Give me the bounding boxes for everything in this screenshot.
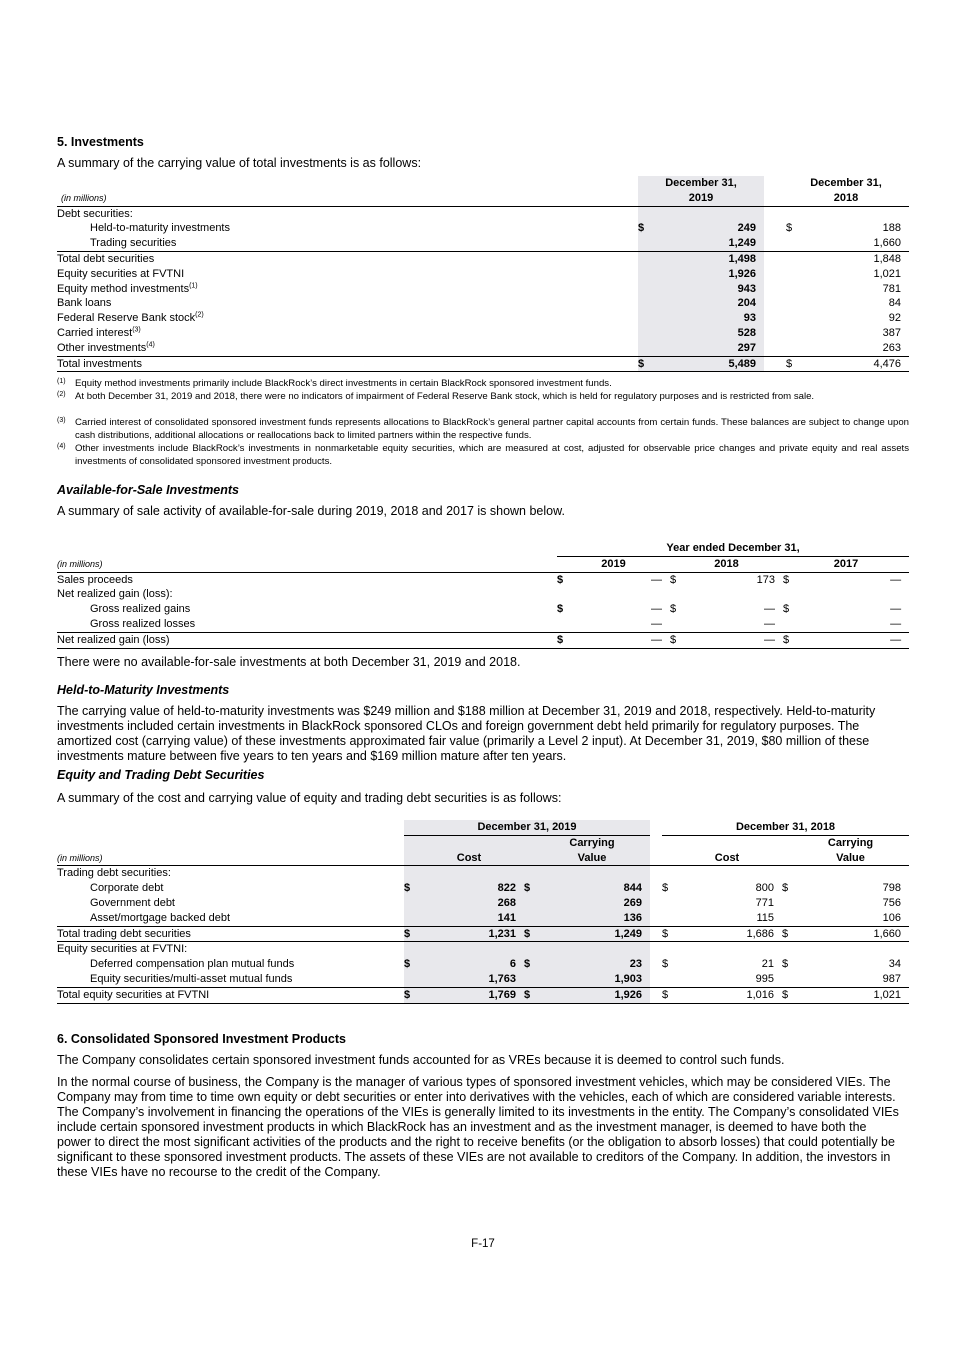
afs-year-2017: 2017 <box>783 556 909 572</box>
dollar-sign: $ <box>782 958 789 971</box>
value-2019-text: 1,926 <box>728 267 756 280</box>
row-label: Corporate debt <box>90 882 164 895</box>
row-label <box>57 341 638 356</box>
spacer <box>764 251 783 266</box>
row-label-text: Equity method investments <box>57 282 190 295</box>
group-2019-header: December 31, 2019 <box>404 820 650 835</box>
htm-title: Held-to-Maturity Investments <box>57 683 230 697</box>
value-2017: — <box>890 603 902 616</box>
dollar-sign: $ <box>404 881 414 896</box>
value-2018-text: 263 <box>882 341 901 354</box>
cost-2018: 1,016 <box>672 987 782 1003</box>
col-2018-header-line1: December 31, <box>810 177 882 189</box>
row-label: Asset/mortgage backed debt <box>90 911 231 924</box>
spacer <box>650 987 662 1003</box>
row-label-text: Other investments <box>57 341 147 354</box>
carrying-2018: 1,660 <box>792 926 909 942</box>
value-2018 <box>783 356 909 372</box>
dollar-sign: $ <box>786 222 793 235</box>
spacer <box>650 957 662 972</box>
dollar-sign <box>524 896 534 911</box>
value-2019 <box>638 236 764 251</box>
carrying-2019-line2: Value <box>534 851 650 866</box>
table-row <box>57 311 909 326</box>
spacer <box>764 282 783 297</box>
row-label-text: Carried interest <box>57 326 133 339</box>
afs-title: Available-for-Sale Investments <box>57 483 240 497</box>
dollar-sign: $ <box>638 357 645 370</box>
row-label <box>57 267 638 282</box>
value-2018-text: 1,848 <box>873 252 901 265</box>
debt-securities-header: Debt securities: <box>57 207 133 220</box>
dollar-sign: $ <box>662 926 672 942</box>
spacer <box>764 341 783 356</box>
value-2018-text: 1,660 <box>873 237 901 250</box>
carrying-2019: 23 <box>534 957 650 972</box>
value-2019 <box>638 311 764 326</box>
dollar-sign: $ <box>557 573 564 586</box>
afs-year-2019: 2019 <box>557 556 670 572</box>
dollar-sign: $ <box>782 987 792 1003</box>
dollar-sign: $ <box>783 632 791 648</box>
spacer <box>764 311 783 326</box>
footnote-ref: (1) <box>189 281 198 289</box>
row-label <box>57 326 638 341</box>
section-5-title: 5. Investments <box>57 135 144 149</box>
group-2018-header: December 31, 2018 <box>662 820 909 835</box>
value-2018 <box>783 282 909 297</box>
value-2019-text: 204 <box>737 297 756 310</box>
table-row <box>57 221 909 236</box>
cost-2018: 115 <box>756 911 775 924</box>
value-2017: — <box>890 573 902 586</box>
cost-2019: 822 <box>414 881 524 896</box>
value-2019: — <box>565 632 670 648</box>
cost-2019: 1,763 <box>414 972 524 987</box>
value-2019: — <box>565 617 670 632</box>
dollar-sign: $ <box>783 573 790 586</box>
section-5-intro: A summary of the carrying value of total investments is as follows: <box>57 156 422 170</box>
investments-table <box>57 176 909 372</box>
row-label: Total trading debt securities <box>57 926 404 942</box>
carrying-2019: 136 <box>534 911 650 926</box>
value-2019-text: 528 <box>737 326 756 339</box>
value-2018 <box>783 236 909 251</box>
value-2018-text: 4,476 <box>873 357 901 370</box>
value-2019 <box>638 326 764 341</box>
table-row <box>57 296 909 311</box>
carrying-2018: 1,021 <box>792 987 909 1003</box>
carrying-2018: 34 <box>888 958 902 971</box>
row-label: Equity securities/multi-asset mutual funds <box>90 972 293 985</box>
value-2018 <box>783 326 909 341</box>
dollar-sign: $ <box>404 957 414 972</box>
afs-intro: A summary of sale activity of available-for-sale during 2019, 2018 and 2017 is shown below. <box>57 504 565 518</box>
dollar-sign: $ <box>782 926 792 942</box>
dollar-sign <box>404 972 414 987</box>
value-2019 <box>638 267 764 282</box>
carrying-2019-line1: Carrying <box>534 835 650 850</box>
row-label-text: Bank loans <box>57 297 112 310</box>
carrying-2019: 1,249 <box>534 926 650 942</box>
dollar-sign: $ <box>782 882 789 895</box>
spacer <box>650 972 662 987</box>
spacer <box>764 326 783 341</box>
table-row <box>57 326 909 341</box>
spacer <box>764 356 783 372</box>
afs-sales-row <box>57 572 909 587</box>
row-label <box>57 221 638 236</box>
footnote <box>57 443 909 468</box>
dollar-sign: $ <box>662 958 669 971</box>
dollar-sign <box>782 972 792 987</box>
dollar-sign: $ <box>404 926 414 942</box>
value-2019-text: 1,498 <box>728 252 756 265</box>
htm-text: The carrying value of held-to-maturity investments was $249 million and $188 million at December 31, 2019 and 2018, respectively. Held-to-maturity investments included certain investments in BlackRock sponsored CLOs and foreign government debt held primarily for regulatory purposes. The amortized cost (carrying value) of these investments approximated fair value (primarily a Level 2 input). At December 31, 2019, $80 million of these investments mature between five years to ten years and $169 million mature after ten years. <box>57 704 876 763</box>
dollar-sign <box>524 972 534 987</box>
value-2019 <box>638 282 764 297</box>
dollar-sign: $ <box>670 573 677 586</box>
spacer <box>764 267 783 282</box>
footnote <box>57 417 909 442</box>
footnote-ref: (2) <box>195 311 204 319</box>
afs-year-2018: 2018 <box>670 556 783 572</box>
carrying-2018: 106 <box>882 911 902 924</box>
table-row <box>57 267 909 282</box>
col-2019-header-line2: 2019 <box>638 191 764 206</box>
cost-2018: 1,686 <box>672 926 782 942</box>
carrying-2019: 269 <box>534 896 650 911</box>
dollar-sign: $ <box>524 926 534 942</box>
table-row <box>57 282 909 297</box>
afs-gross-losses-row <box>57 617 909 632</box>
carrying-2018: 987 <box>882 972 902 985</box>
afs-gross-gains-row <box>57 602 909 617</box>
section-6-p1: The Company consolidates certain sponsored investment funds accounted for as VREs because it is deemed to control such funds. <box>57 1053 785 1067</box>
value-2019-text: 93 <box>743 312 756 325</box>
cost-2018: 995 <box>755 972 775 985</box>
value-2018-text: 84 <box>888 297 901 310</box>
footnote-mark: (2) <box>57 391 66 398</box>
row-label: Deferred compensation plan mutual funds <box>90 958 295 971</box>
spacer <box>650 926 662 942</box>
footnote-text: Carried interest of consolidated sponsored investment funds represents allocations to BlackRock’s general partner capital accounts from certain funds. These balances are subject to change upon cash distributions, additional allocations or reallocations back to limited partners within the respective funds. <box>75 417 909 441</box>
value-2019 <box>638 251 764 266</box>
spacer <box>764 296 783 311</box>
eq-unit-label: (in millions) <box>57 851 404 866</box>
row-label: Total equity securities at FVTNI <box>57 987 404 1003</box>
value-2018: — <box>764 603 775 616</box>
value-2019-text: 943 <box>737 282 756 295</box>
dollar-sign <box>662 911 672 926</box>
spacer <box>650 881 662 896</box>
col-2018-header-line2: 2018 <box>783 191 909 206</box>
value-2018 <box>783 267 909 282</box>
dollar-sign <box>782 896 792 911</box>
dollar-sign: $ <box>670 632 678 648</box>
total-row <box>57 926 909 942</box>
dollar-sign <box>524 911 534 926</box>
row-label: Government debt <box>90 896 175 909</box>
cost-2019: 1,769 <box>414 987 524 1003</box>
dollar-sign: $ <box>404 987 414 1003</box>
row-label-text: Equity securities at FVTNI <box>57 267 185 280</box>
section-6-p2: In the normal course of business, the Company is the manager of various types of sponsored investment vehicles, which may be considered VIEs. The Company may from time to time own equity or debt securities or enter into derivatives with the vehicles, each of which are considered variable interests. The Company’s involvement in financing the operations of the VIEs is generally limited to its investments in the entity. The Company’s consolidated VIEs include certain sponsored investment products in which BlackRock has an investment and as the investment manager, is deemed to have both the power to direct the most significant activities of the products and the right to receive benefits (or the obligation to absorb losses) that could potentially be significant to these sponsored investment products. The assets of these VIEs are not available to creditors of the Company. In addition, the investors in these VIEs have no recourse to the credit of the Company. <box>57 1075 899 1179</box>
afs-gain-header: Net realized gain (loss): <box>57 588 173 601</box>
table-row <box>57 911 909 926</box>
value-2018-text: 92 <box>888 312 901 325</box>
value-2019 <box>638 296 764 311</box>
spacer <box>650 896 662 911</box>
value-2018: — <box>678 617 783 632</box>
row-label <box>57 311 638 326</box>
carrying-2019: 844 <box>534 881 650 896</box>
section-6-title: 6. Consolidated Sponsored Investment Products <box>57 1032 346 1046</box>
row-label <box>57 296 638 311</box>
value-2018 <box>783 296 909 311</box>
cost-2018: 21 <box>761 958 775 971</box>
value-2018-text: 1,021 <box>873 267 901 280</box>
dollar-sign: $ <box>557 632 565 648</box>
cost-2018: 771 <box>755 896 775 909</box>
cost-2019: 6 <box>414 957 524 972</box>
footnote-mark: (1) <box>57 378 66 385</box>
footnote-text: Other investments include BlackRock’s investments in nonmarketable equity securities, which are measured at cost, adjusted for observable price changes and private equity and real assets investments of consolidated sponsored investment products. <box>75 443 909 467</box>
equity-header: Equity securities at FVTNI: <box>57 943 188 956</box>
table-row <box>57 972 909 987</box>
value-2019: — <box>651 603 662 616</box>
table-row <box>57 957 909 972</box>
value-2018 <box>783 311 909 326</box>
value-2019 <box>638 221 764 236</box>
dollar-sign <box>404 911 414 926</box>
carrying-2018-line1: Carrying <box>827 836 874 849</box>
value-2018: — <box>678 632 783 648</box>
total-row <box>57 987 909 1003</box>
table-row <box>57 896 909 911</box>
eq-title: Equity and Trading Debt Securities <box>57 768 265 782</box>
value-2018: 173 <box>756 573 775 586</box>
footnote-mark: (3) <box>57 417 66 424</box>
value-2018-text: 387 <box>882 326 901 339</box>
unit-label: (in millions) <box>57 191 638 206</box>
dollar-sign: $ <box>638 222 645 235</box>
cost-2019: 268 <box>414 896 524 911</box>
table-row <box>57 251 909 266</box>
carrying-2019: 1,926 <box>534 987 650 1003</box>
cost-2019-header: Cost <box>414 851 524 866</box>
page-number: F-17 <box>471 1238 495 1250</box>
row-label-text: Total investments <box>57 357 142 370</box>
dollar-sign: $ <box>670 603 677 616</box>
dollar-sign: $ <box>524 957 534 972</box>
trading-header: Trading debt securities: <box>57 867 171 880</box>
table-row <box>57 236 909 251</box>
row-label-text: Trading securities <box>90 237 177 250</box>
dollar-sign: $ <box>662 987 672 1003</box>
dollar-sign <box>662 972 672 987</box>
carrying-2019: 1,903 <box>534 972 650 987</box>
value-2019-text: 297 <box>737 341 756 354</box>
cost-2019: 141 <box>414 911 524 926</box>
table-row <box>57 881 909 896</box>
footnote <box>57 378 909 391</box>
footnote <box>57 391 909 404</box>
carrying-2018-line2: Value <box>792 851 909 866</box>
carrying-2018: 756 <box>882 896 902 909</box>
cost-2018: 800 <box>755 882 775 895</box>
value-2019-text: 1,249 <box>728 237 756 250</box>
dollar-sign: $ <box>524 987 534 1003</box>
afs-period-header: Year ended December 31, <box>557 541 909 556</box>
value-2017: — <box>791 632 909 648</box>
dollar-sign <box>782 911 792 926</box>
equity-trading-table <box>57 820 909 1004</box>
row-label <box>57 251 638 266</box>
row-label: Gross realized gains <box>90 603 191 616</box>
value-2019 <box>638 341 764 356</box>
value-2018 <box>783 251 909 266</box>
eq-intro: A summary of the cost and carrying value of equity and trading debt securities is as follows: <box>57 791 562 805</box>
col-2019-header-line1: December 31, <box>638 176 764 191</box>
dollar-sign: $ <box>783 603 790 616</box>
row-label: Net realized gain (loss) <box>57 632 557 648</box>
row-label <box>57 356 638 372</box>
dollar-sign <box>404 896 414 911</box>
value-2019-text: 249 <box>737 222 756 235</box>
dollar-sign: $ <box>786 357 793 370</box>
dollar-sign: $ <box>524 881 534 896</box>
cost-2018-header: Cost <box>672 851 782 866</box>
dollar-sign: $ <box>662 882 669 895</box>
row-label: Sales proceeds <box>57 573 133 586</box>
afs-net-row <box>57 632 909 648</box>
row-label-text: Federal Reserve Bank stock <box>57 312 196 325</box>
value-2019 <box>638 356 764 372</box>
row-label-text: Total debt securities <box>57 252 155 265</box>
row-label <box>57 282 638 297</box>
table-row <box>57 341 909 356</box>
spacer <box>764 236 783 251</box>
value-2017: — <box>791 617 909 632</box>
dollar-sign: $ <box>557 603 564 616</box>
value-2019: — <box>651 573 662 586</box>
footnote-text: Equity method investments primarily include BlackRock’s direct investments in certain BlackRock sponsored investment funds. <box>75 378 612 389</box>
dollar-sign <box>662 896 672 911</box>
value-2019-text: 5,489 <box>728 357 756 370</box>
value-2018-text: 781 <box>882 282 901 295</box>
spacer <box>650 911 662 926</box>
afs-note: There were no available-for-sale investments at both December 31, 2019 and 2018. <box>57 655 521 669</box>
table-row <box>57 356 909 372</box>
footnote-text: At both December 31, 2019 and 2018, there were no indicators of impairment of Federal Reserve Bank stock, which is held for regulatory purposes and is restricted from sale. <box>75 391 815 402</box>
afs-unit-label: (in millions) <box>57 556 557 572</box>
spacer <box>764 221 783 236</box>
value-2018 <box>783 221 909 236</box>
row-label: Gross realized losses <box>57 617 557 632</box>
afs-table <box>57 541 909 649</box>
row-label-text: Held-to-maturity investments <box>90 222 230 235</box>
carrying-2018: 798 <box>882 882 902 895</box>
value-2018 <box>783 341 909 356</box>
row-label <box>57 236 638 251</box>
footnote-ref: (4) <box>146 341 155 349</box>
footnote-ref: (3) <box>132 326 141 334</box>
footnote-mark: (4) <box>57 443 66 450</box>
cost-2019: 1,231 <box>414 926 524 942</box>
value-2018-text: 188 <box>882 222 901 235</box>
